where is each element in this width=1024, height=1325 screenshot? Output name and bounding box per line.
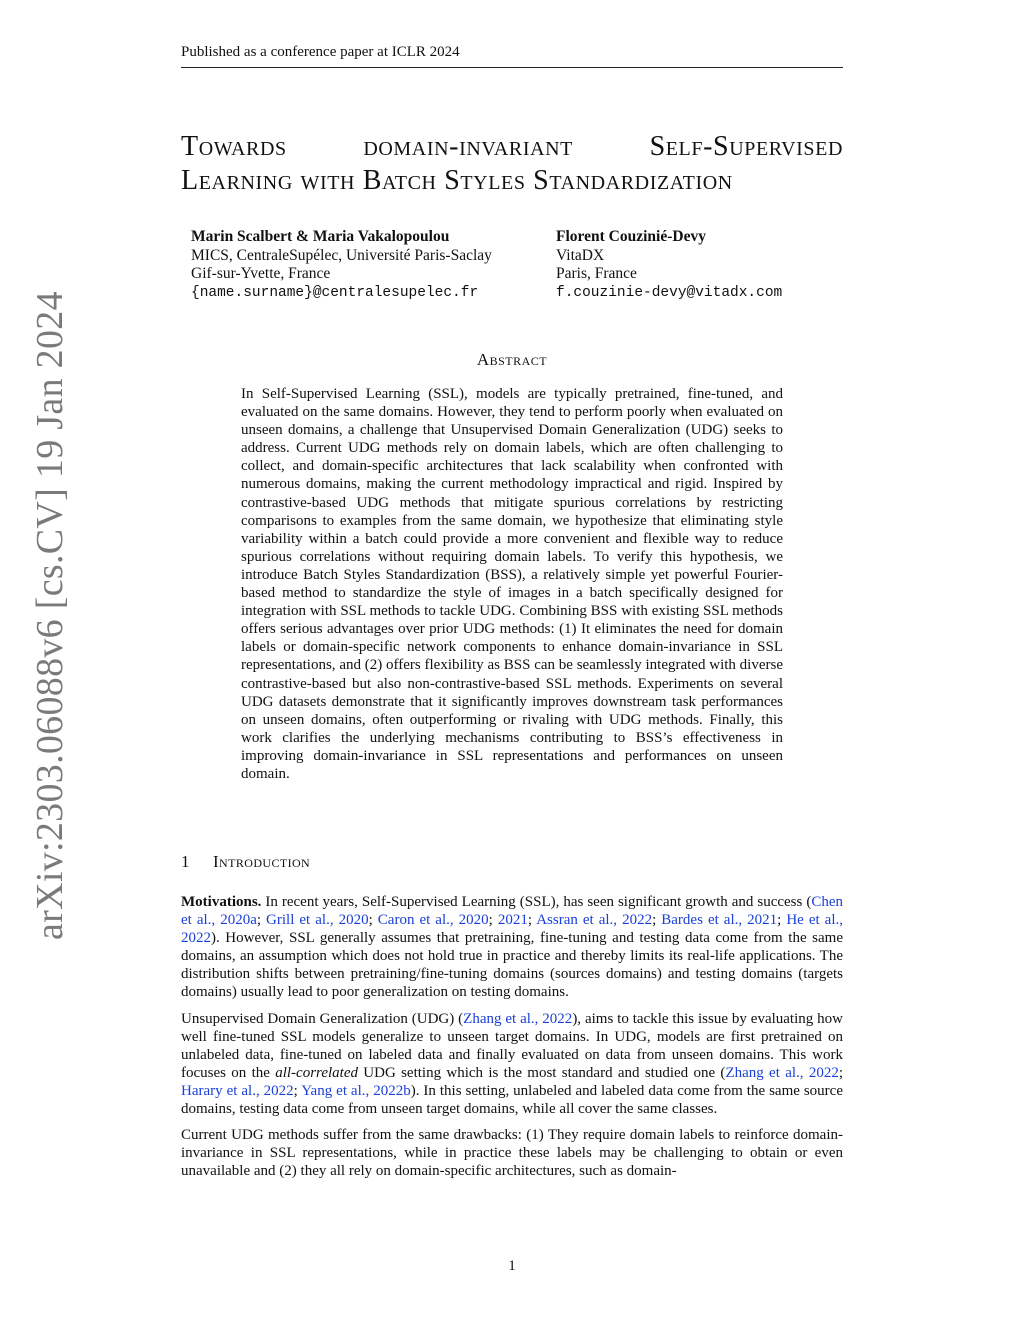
citation-separator: ; [488,912,498,929]
paragraph-drawbacks: Current UDG methods suffer from the same drawbacks: (1) They require domain labels to reinforce domain-invariance in SSL representations, while in practice these labels may be challenging to obtain or even unavailable and (2) they all rely on domain-specific architectures, such as domain- [181,1127,843,1180]
citation-link[interactable]: Yang et al., 2022b [301,1082,411,1099]
paragraph-text: ). However, SSL generally assumes that pretraining, fine-tuning and testing data come from the same domains, an assumption which does not hold true in practice and thereby limits its real-life applications. The distribution shifts between pretraining/fine-tuning domains (sources domains) and testing domains (targets domains) usually lead to poor generalization on testing domains. [181,930,843,1001]
section-heading [181,852,310,872]
paragraph-text: In recent years, Self-Supervised Learning (SSL), has seen significant growth and success ( [261,894,812,910]
author-location: Gif-sur-Yvette, France [191,265,331,282]
abstract-heading: Abstract [476,350,548,369]
paragraph-text: Unsupervised Domain Generalization (UDG) ( [181,1010,464,1027]
citation-separator: ; [527,912,537,929]
citation-link[interactable]: Zhang et al., 2022 [463,1010,573,1027]
abstract-text: In Self-Supervised Learning (SSL), models are typically pretrained, fine-tuned, and evaluated on the same domains. However, they tend to perform poorly when evaluated on unseen domains, a challenge that Unsupervised Domain Generalization (UDG) seeks to address. Current UDG methods rely on domain labels, which are often challenging to collect, and domain-specific architectures that lack scalability when confronted with numerous domains, making the current methodology impractical and rigid. Inspired by contrastive-based UDG methods that mitigate spurious correlations by restricting comparisons to examples from the same domain, we hypothesize that eliminating style variability within a batch could provide a more convenient and flexible way to reduce spurious correlations without requiring domain labels. To verify this hypothesis, we introduce Batch Styles Standardization (BSS), a relatively simple yet powerful Fourier-based method to standardize the style of images in a batch specifically designed for integration with SSL methods to tackle UDG. Combining BSS with existing SSL methods offers serious advantages over prior UDG methods: (1) It eliminates the need for domain labels or domain-specific network components to enhance domain-invariance in SSL representations, and (2) offers flexibility as BSS can be seamlessly integrated with diverse contrastive-based but also non-contrastive-based SSL methods. Experiments on several UDG datasets demonstrate that it significantly improves downstream task performances on unseen domains, often outperforming or rivaling with UDG methods. Finally, this work clarifies the underlying mechanisms contributing to BSS’s effectiveness in improving domain-invariance in SSL representations and performances on unseen domain. [241,386,783,782]
citation-link[interactable]: Zhang et al., 2022 [725,1064,839,1081]
citation-link[interactable]: Grill et al., 2020 [266,912,369,929]
citation-separator: ; [368,912,378,929]
author-email: {name.surname}@centralesupelec.fr [191,284,479,301]
citation-separator: ; [777,912,787,929]
author-block-right [556,228,782,302]
paper-title [181,130,843,198]
paragraph-text: ). In this setting, unlabeled and labeled data come from the same source domains, testing data come from unseen target domains, while all cover the same classes. [181,1082,843,1118]
author-names: Marin Scalbert & Maria Vakalopoulou [191,228,450,245]
paragraph-udg [181,1010,843,1119]
introduction-body [181,893,843,1188]
title-line-2: Learning with Batch Styles Standardization [181,165,733,196]
citation-separator: ; [652,912,662,929]
citation-separator: ; [293,1082,302,1099]
citation-link[interactable]: Caron et al., 2020 [377,912,489,929]
section-number: 1 [181,852,190,871]
paragraph-motivations [181,893,843,1002]
running-header: Published as a conference paper at ICLR 2024 [181,44,843,68]
author-affiliation: VitaDX [556,246,605,264]
author-email: f.couzinie-devy@vitadx.com [556,284,783,301]
arxiv-side-stamp: arXiv:2303.06088v6 [cs.CV] 19 Jan 2024 [29,291,71,940]
page-number: 1 [508,1258,516,1274]
citation-separator: ; [838,1064,843,1081]
title-line-1: Towards domain-invariant Self-Supervised [181,131,843,162]
citation-link[interactable]: Chen et al., 2020a [181,894,843,929]
section-title: Introduction [213,852,311,871]
citation-link[interactable]: He et al., 2022 [181,912,844,947]
citation-link[interactable]: 2021 [497,912,528,929]
author-location: Paris, France [556,265,637,282]
author-block-left [191,228,492,302]
author-affiliation: MICS, CentraleSupélec, Université Paris-Saclay [191,246,492,264]
paragraph-text: ), aims to tackle this issue by evaluating how well fine-tuned SSL models generalize to unseen target domains. In UDG, models are first pretrained on unlabeled data, fine-tuned on labeled data and finally evaluated on data from unseen domains. This work focuses on the [181,1010,843,1081]
citation-link[interactable]: Harary et al., 2022 [181,1082,294,1099]
citation-separator: ; [256,912,267,929]
citation-link[interactable]: Assran et al., 2022 [536,912,653,929]
author-names: Florent Couzinié-Devy [556,228,706,245]
paragraph-text: UDG setting which is the most standard and studied one ( [357,1064,726,1081]
emphasis-text: all-correlated [275,1064,358,1081]
paragraph-lead: Motivations. [181,894,262,910]
citation-link[interactable]: Bardes et al., 2021 [661,912,778,929]
